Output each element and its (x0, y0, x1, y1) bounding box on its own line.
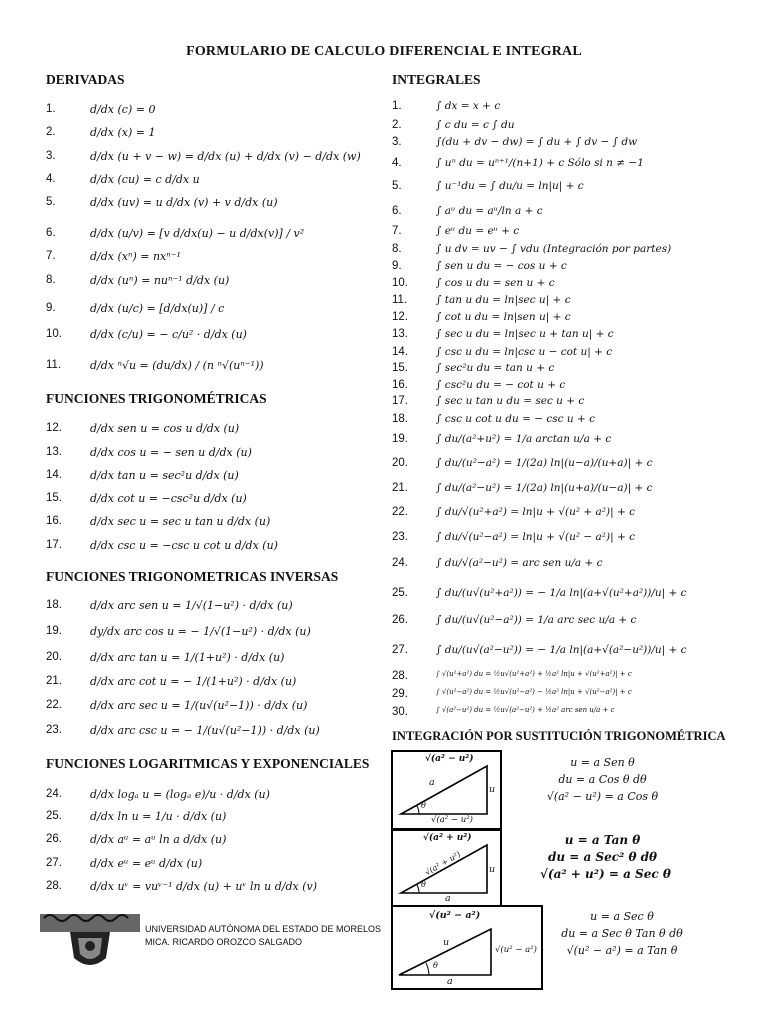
formula-number: 7. (46, 250, 56, 262)
formula-number: 7. (392, 225, 402, 237)
formula-expression: d/dx cot u = −csc²u d/dx (u) (90, 492, 247, 505)
formula-expression: ∫ √(a²−u²) du = ½u√(a²−u²) + ½a² arc sen u/a + c (436, 706, 615, 714)
formula-number: 14. (46, 469, 62, 481)
formula-expression: ∫ du/(a²−u²) = 1/(2a) ln|(u+a)/(u−a)| + c (436, 482, 653, 494)
formula-expression: d/dx ln u = 1/u · d/dx (u) (90, 810, 227, 823)
formula-expression: ∫ csc u cot u du = − csc u + c (436, 413, 595, 425)
formula-expression: d/dx tan u = sec²u d/dx (u) (90, 469, 239, 482)
formula-expression: d/dx (u/c) = [d/dx(u)] / c (90, 302, 225, 315)
formula-number: 4. (392, 157, 402, 169)
tri1-base-label: √(a² − u²) (431, 815, 473, 825)
formula-number: 4. (46, 173, 56, 185)
triangle-box-1 (391, 750, 502, 830)
sust3-line3: √(u² − a²) = a Tan θ (566, 944, 678, 957)
formula-expression: ∫ cot u du = ln|sen u| + c (436, 311, 571, 323)
formula-number: 22. (46, 699, 62, 711)
section-log-exp: FUNCIONES LOGARITMICAS Y EXPONENCIALES (46, 756, 370, 771)
formula-expression: d/dx (c) = 0 (90, 103, 156, 116)
formula-expression: ∫ du/√(u²−a²) = ln|u + √(u² − a²)| + c (436, 531, 636, 543)
tri3-side-label: √(u² − a²) (495, 945, 537, 955)
sust3-line1: u = a Sec θ (590, 910, 654, 923)
formula-expression: ∫ u dv = uv − ∫ vdu (Integración por partes) (436, 243, 672, 255)
formula-expression: d/dx csc u = −csc u cot u d/dx (u) (90, 539, 278, 552)
formula-number: 26. (392, 614, 408, 626)
formula-number: 27. (392, 644, 408, 656)
formula-number: 6. (46, 227, 56, 239)
formula-number: 13. (392, 328, 408, 340)
formula-expression: ∫ √(u²−a²) du = ½u√(u²−a²) − ½a² ln|u + √(u²−a²)| + c (436, 688, 632, 696)
formula-expression: ∫ csc u du = ln|csc u − cot u| + c (436, 346, 613, 358)
formula-expression: d/dx (uv) = u d/dx (v) + v d/dx (u) (90, 196, 278, 209)
sust1-line2: du = a Cos θ dθ (558, 773, 647, 786)
formula-number: 21. (392, 482, 408, 494)
formula-expression: ∫ csc²u du = − cot u + c (436, 379, 566, 391)
formula-expression: d/dx arc sen u = 1/√(1−u²) · d/dx (u) (90, 599, 293, 612)
formula-number: 2. (392, 119, 402, 131)
formula-expression: d/dx uᵛ = vuᵛ⁻¹ d/dx (u) + uᵛ ln u d/dx (v) (90, 880, 318, 893)
formula-number: 6. (392, 205, 402, 217)
tri1-slant-label: a (429, 777, 435, 788)
formula-number: 18. (392, 413, 408, 425)
formula-expression: d/dx logₐ u = (logₐ e)/u · d/dx (u) (90, 788, 270, 801)
footer-university: UNIVERSIDAD AUTÓNOMA DEL ESTADO DE MORELOS (145, 924, 382, 934)
formula-expression: d/dx (u/v) = [v d/dx(u) − u d/dx(v)] / v² (90, 227, 305, 240)
formula-number: 11. (46, 359, 62, 371)
formula-expression: d/dx (cu) = c d/dx u (90, 173, 200, 186)
formula-number: 26. (46, 833, 62, 845)
formula-expression: ∫(du + dv − dw) = ∫ du + ∫ dv − ∫ dw (436, 136, 638, 148)
formula-number: 3. (46, 150, 56, 162)
formula-number: 25. (46, 810, 62, 822)
formula-expression: d/dx sec u = sec u tan u d/dx (u) (90, 515, 271, 528)
formula-expression: ∫ cos u du = sen u + c (436, 277, 555, 289)
tri2-base-label: a (445, 893, 451, 904)
formula-expression: ∫ du/(u√(a²−u²)) = − 1/a ln|(a+√(a²−u²))/u| + c (436, 644, 687, 656)
sust3-line2: du = a Sec θ Tan θ dθ (561, 927, 683, 940)
tri2-slant-label: √(a² + u²) (423, 849, 463, 878)
section-trig-inv: FUNCIONES TRIGONOMETRICAS INVERSAS (46, 569, 339, 584)
tri1-theta: θ (421, 801, 426, 810)
formula-number: 19. (46, 625, 62, 637)
tri2-top-label: √(a² + u²) (423, 833, 472, 843)
formula-number: 20. (392, 457, 408, 469)
formula-number: 14. (392, 346, 408, 358)
footer-author: MICA. RICARDO OROZCO SALGADO (145, 937, 303, 947)
university-crest-logo (40, 912, 140, 972)
formula-number: 1. (46, 103, 56, 115)
formula-expression: ∫ du/√(u²+a²) = ln|u + √(u² + a²)| + c (436, 506, 636, 518)
formula-number: 18. (46, 599, 62, 611)
formula-number: 10. (392, 277, 408, 289)
section-trig: FUNCIONES TRIGONOMÉTRICAS (46, 391, 267, 406)
formula-expression: ∫ sec u du = ln|sec u + tan u| + c (436, 328, 614, 340)
formula-number: 16. (46, 515, 62, 527)
formula-number: 19. (392, 433, 408, 445)
formula-number: 25. (392, 587, 408, 599)
formula-number: 24. (46, 788, 62, 800)
tri3-slant-label: u (443, 937, 450, 948)
formula-expression: d/dx (c/u) = − c/u² · d/dx (u) (90, 328, 247, 341)
formula-number: 24. (392, 557, 408, 569)
formula-number: 21. (46, 675, 62, 687)
triangle-box-2 (391, 829, 502, 907)
formula-number: 12. (392, 311, 408, 323)
formula-expression: ∫ sen u du = − cos u + c (436, 260, 567, 272)
formula-number: 28. (46, 880, 62, 892)
formula-expression: d/dx arc csc u = − 1/(u√(u²−1)) · d/dx (u) (90, 724, 320, 737)
formula-expression: d/dx (u + v − w) = d/dx (u) + d/dx (v) − d/dx (w) (90, 150, 361, 163)
tri2-side-label: u (489, 864, 496, 875)
formula-number: 13. (46, 446, 62, 458)
formula-expression: d/dx cos u = − sen u d/dx (u) (90, 446, 252, 459)
sust1-line1: u = a Sen θ (570, 756, 635, 769)
formula-number: 15. (392, 362, 408, 374)
formula-expression: d/dx eᵘ = eᵘ d/dx (u) (90, 857, 203, 870)
formula-expression: ∫ uⁿ du = uⁿ⁺¹/(n+1) + c Sólo si n ≠ −1 (436, 157, 644, 169)
formula-expression: d/dx arc sec u = 1/(u√(u²−1)) · d/dx (u) (90, 699, 308, 712)
formula-number: 8. (46, 274, 56, 286)
section-integrales: INTEGRALES (392, 72, 481, 87)
formula-number: 9. (392, 260, 402, 272)
formula-number: 1. (392, 100, 402, 112)
formula-number: 29. (392, 688, 408, 700)
formula-expression: ∫ eᵘ du = eᵘ + c (436, 225, 520, 237)
sust1-line3: √(a² − u²) = a Cos θ (546, 790, 659, 803)
formula-number: 28. (392, 670, 408, 682)
formula-number: 5. (46, 196, 56, 208)
formula-expression: ∫ tan u du = ln|sec u| + c (436, 294, 571, 306)
sust2-line1: u = a Tan θ (564, 833, 641, 847)
formula-number: 17. (392, 395, 408, 407)
formula-expression: d/dx (xⁿ) = nxⁿ⁻¹ (90, 250, 181, 263)
formula-number: 20. (46, 651, 62, 663)
section-derivadas: DERIVADAS (46, 72, 125, 87)
formula-expression: ∫ dx = x + c (436, 100, 501, 112)
formula-number: 3. (392, 136, 402, 148)
formula-number: 15. (46, 492, 62, 504)
formula-expression: ∫ sec u tan u du = sec u + c (436, 395, 585, 407)
formula-expression: d/dx sen u = cos u d/dx (u) (90, 422, 240, 435)
formula-expression: ∫ sec²u du = tan u + c (436, 362, 555, 374)
formula-number: 2. (46, 126, 56, 138)
section-sustitucion: INTEGRACIÓN POR SUSTITUCIÓN TRIGONOMÉTRICA (392, 729, 726, 743)
formula-expression: d/dx (uⁿ) = nuⁿ⁻¹ d/dx (u) (90, 274, 230, 287)
formula-number: 16. (392, 379, 408, 391)
formula-expression: ∫ c du = c ∫ du (436, 119, 515, 131)
tri2-theta: θ (421, 880, 426, 889)
formula-expression: ∫ du/(u√(u²−a²)) = 1/a arc sec u/a + c (436, 614, 637, 626)
formula-expression: ∫ aᵘ du = aᵘ/ln a + c (436, 205, 543, 217)
formula-expression: ∫ u⁻¹du = ∫ du/u = ln|u| + c (436, 180, 584, 192)
formula-expression: d/dx ⁿ√u = (du/dx) / (n ⁿ√(uⁿ⁻¹)) (90, 359, 264, 372)
formula-number: 17. (46, 539, 62, 551)
formula-expression: ∫ du/(a²+u²) = 1/a arctan u/a + c (436, 433, 612, 445)
formula-number: 30. (392, 706, 408, 718)
formula-number: 23. (46, 724, 62, 736)
formula-number: 27. (46, 857, 62, 869)
formula-expression: dy/dx arc cos u = − 1/√(1−u²) · d/dx (u) (90, 625, 311, 638)
formula-expression: ∫ √(u²+a²) du = ½u√(u²+a²) + ½a² ln|u + √(u²+a²)| + c (436, 670, 632, 678)
formula-number: 22. (392, 506, 408, 518)
formula-expression: d/dx arc tan u = 1/(1+u²) · d/dx (u) (90, 651, 285, 664)
formula-expression: d/dx aᵘ = aᵘ ln a d/dx (u) (90, 833, 227, 846)
sust2-line2: du = a Sec² θ dθ (547, 850, 658, 864)
tri3-base-label: a (447, 976, 453, 987)
formula-expression: d/dx (x) = 1 (90, 126, 156, 139)
formula-number: 9. (46, 302, 56, 314)
formula-number: 23. (392, 531, 408, 543)
formula-expression: ∫ du/(u²−a²) = 1/(2a) ln|(u−a)/(u+a)| + c (436, 457, 653, 469)
formula-number: 11. (392, 294, 408, 306)
formula-number: 10. (46, 328, 62, 340)
formula-number: 8. (392, 243, 402, 255)
tri1-top-label: √(a² − u²) (425, 754, 474, 764)
formula-expression: ∫ du/(u√(u²+a²)) = − 1/a ln|(a+√(u²+a²))/u| + c (436, 587, 687, 599)
formula-number: 5. (392, 180, 402, 192)
tri3-theta: θ (433, 961, 438, 970)
triangle-box-3 (391, 905, 543, 990)
tri1-side-label: u (489, 784, 496, 795)
page-title: FORMULARIO DE CALCULO DIFERENCIAL E INTEGRAL (186, 44, 582, 59)
formula-number: 12. (46, 422, 62, 434)
tri3-top-label: √(u² − a²) (429, 910, 481, 921)
formula-expression: d/dx arc cot u = − 1/(1+u²) · d/dx (u) (90, 675, 297, 688)
sust2-line3: √(a² + u²) = a Sec θ (540, 867, 671, 881)
formula-expression: ∫ du/√(a²−u²) = arc sen u/a + c (436, 557, 603, 569)
